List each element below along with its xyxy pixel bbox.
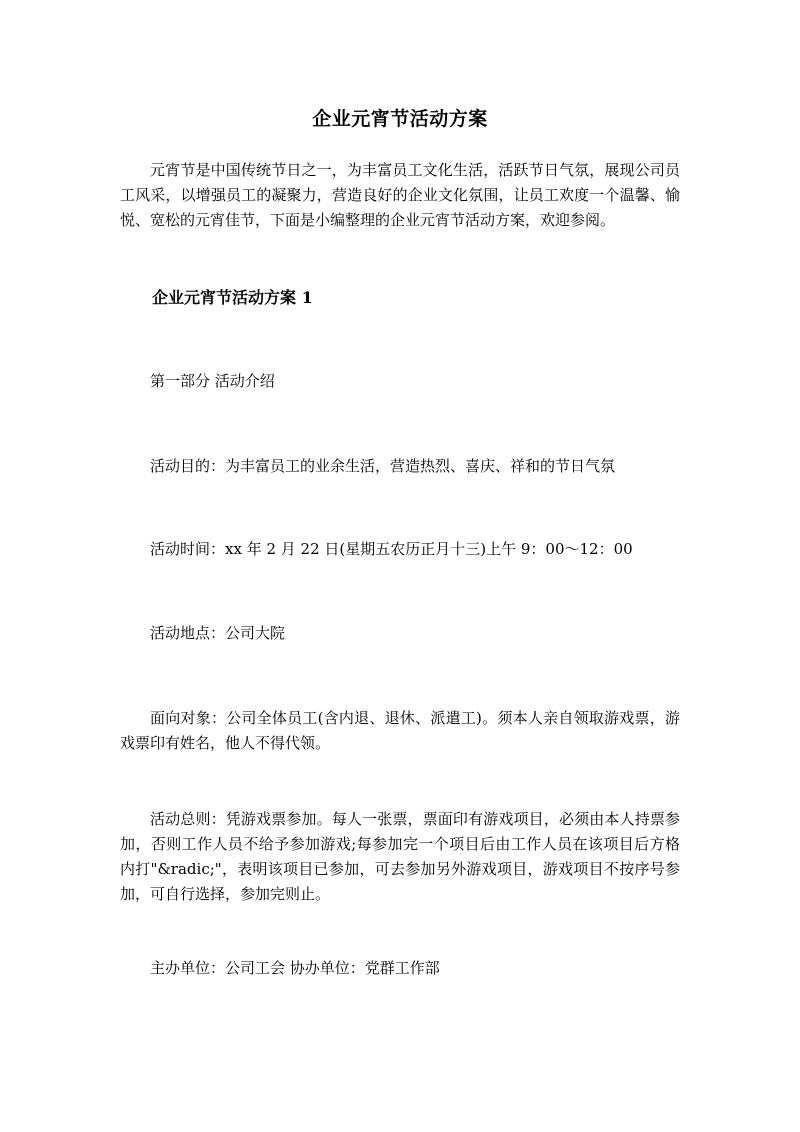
activity-time: 活动时间：xx 年 2 月 22 日(星期五农历正月十三)上午 9：00～12：00: [150, 540, 633, 558]
activity-purpose: 活动目的：为丰富员工的业余生活，营造热烈、喜庆、祥和的节日气氛: [150, 457, 616, 475]
document-title: 企业元宵节活动方案: [312, 108, 488, 130]
part-title: 第一部分 活动介绍: [150, 372, 275, 390]
organizer-line: 主办单位：公司工会 协办单位：党群工作部: [150, 959, 440, 977]
intro-paragraph: 元宵节是中国传统节日之一，为丰富员工文化生活，活跃节日气氛，展现公司员工风采，以增强员工的凝聚力，营造良好的企业文化氛围，让员工欢度一个温馨、愉悦、宽松的元宵佳节，下面是小编整理的企业元宵节活动方案，欢迎参阅。: [120, 161, 680, 229]
activity-location: 活动地点：公司大院: [150, 624, 286, 642]
section-title: 企业元宵节活动方案 1: [152, 288, 313, 307]
rules-paragraph: 活动总则：凭游戏票参加。每人一张票，票面印有游戏项目，必须由本人持票参加，否则工作人员不给予参加游戏;每参加完一个项目后由工作人员在该项目后方格内打"&radic;"，表明该项目已参加，可去参加另外游戏项目，游戏项目不按序号参加，可自行选择，参加完则止。: [120, 810, 680, 903]
audience-paragraph: 面向对象：公司全体员工(含内退、退休、派遣工)。须本人亲自领取游戏票，游戏票印有姓名，他人不得代领。: [120, 709, 680, 752]
